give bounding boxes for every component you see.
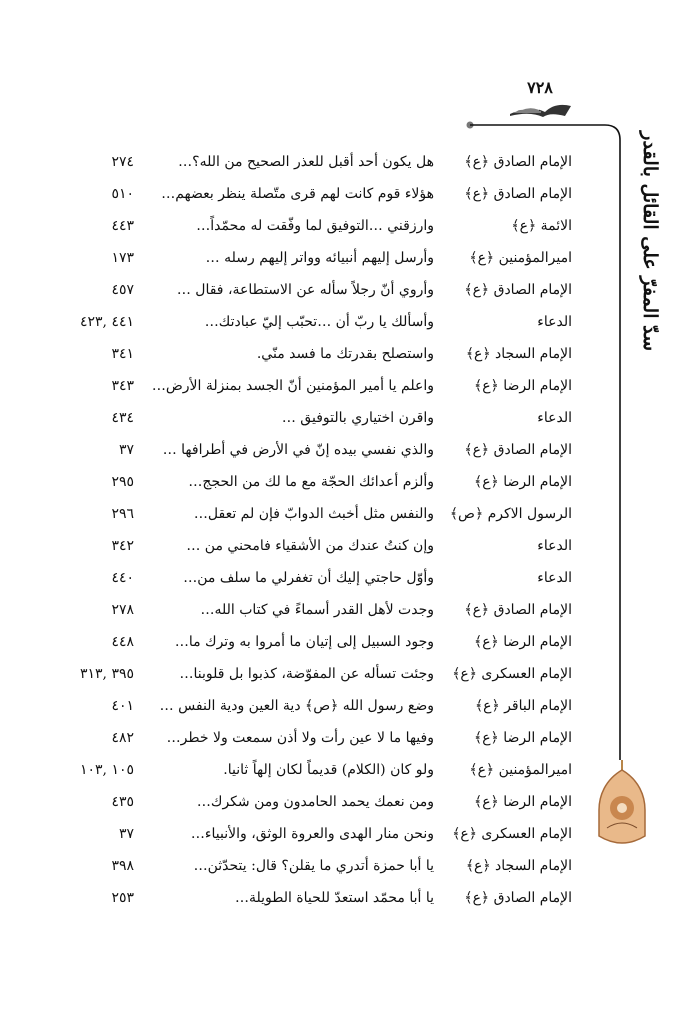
page-ref-cell: ٣٩٨	[111, 858, 134, 874]
index-row	[50, 626, 572, 658]
speaker-cell: الإمام الصادق ﴿ع﴾	[464, 154, 572, 170]
page-ref-cell: ٤٣٥	[111, 794, 134, 810]
speaker-cell: الإمام الصادق ﴿ع﴾	[464, 890, 572, 906]
index-row	[50, 338, 572, 370]
page-ref-cell: ٢٩٦	[111, 506, 134, 522]
quote-cell: وأوّل حاجتي إليك أن تغفرلي ما سلف من…	[183, 570, 434, 586]
page-ref-cell: ٣٤٣	[111, 378, 134, 394]
quote-cell: يا أبا حمزة أتدري ما يقلن؟ قال: يتحدّثن…	[193, 858, 434, 874]
page-ref-cell: ٤٠١	[111, 698, 134, 714]
speaker-cell: الإمام الصادق ﴿ع﴾	[464, 186, 572, 202]
quote-cell: وأسألك يا ربّ أن …تحبّب إليّ عبادتك…	[204, 314, 434, 330]
speaker-cell: الإمام السجاد ﴿ع﴾	[465, 858, 572, 874]
speaker-cell: الإمام الرضا ﴿ع﴾	[474, 794, 572, 810]
quote-cell: هؤلاء قوم كانت لهم قرى متّصلة ينظر بعضهم…	[161, 186, 434, 202]
quote-cell: وضع رسول الله ﴿ص﴾ دية العين ودية النفس …	[159, 698, 434, 714]
index-row	[50, 786, 572, 818]
page-ref-cell: ٤٨٢	[111, 730, 134, 746]
page-ref-cell: ٤٣٤	[111, 410, 134, 426]
index-row	[50, 754, 572, 786]
speaker-cell: الائمة ﴿ع﴾	[511, 218, 572, 234]
page-ref-cell: ١٧٣	[111, 250, 134, 266]
page-ref-cell: ٣٤١	[111, 346, 134, 362]
quote-cell: ولو كان (الكلام) قديماً لكان إلهاً ثانيا.	[223, 762, 434, 778]
index-row	[50, 818, 572, 850]
index-row	[50, 722, 572, 754]
speaker-cell: الإمام الصادق ﴿ع﴾	[464, 282, 572, 298]
speaker-cell: الإمام الرضا ﴿ع﴾	[474, 730, 572, 746]
index-row	[50, 178, 572, 210]
page-ref-cell: ٢٧٤	[111, 154, 134, 170]
index-row	[50, 274, 572, 306]
index-row	[50, 562, 572, 594]
page-ref-cell: ٥١٠	[111, 186, 134, 202]
speaker-cell: اميرالمؤمنين ﴿ع﴾	[469, 762, 572, 778]
speaker-cell: الإمام الرضا ﴿ع﴾	[474, 634, 572, 650]
index-row	[50, 242, 572, 274]
page-ref-cell: ٤٤٠	[111, 570, 134, 586]
page-number: ٧٢٨	[527, 78, 553, 97]
index-row	[50, 434, 572, 466]
speaker-cell: الدعاء	[537, 538, 572, 554]
speaker-cell: الإمام الرضا ﴿ع﴾	[474, 474, 572, 490]
page-ref-cell: ٤٤٣	[111, 218, 134, 234]
quote-cell: والذي نفسي بيده إنّ في الأرض في أطرافها …	[162, 442, 434, 458]
speaker-cell: الإمام الصادق ﴿ع﴾	[464, 442, 572, 458]
side-running-title: سدّ المفرّ على القائل بالقدر	[639, 131, 661, 351]
speaker-cell: الرسول الاكرم ﴿ص﴾	[449, 506, 572, 522]
index-row	[50, 530, 572, 562]
page-ref-cell: ٤٤١ ,٤٢٣	[79, 314, 134, 330]
page-ref-cell: ٣٤٢	[111, 538, 134, 554]
speaker-cell: الإمام الرضا ﴿ع﴾	[474, 378, 572, 394]
speaker-cell: اميرالمؤمنين ﴿ع﴾	[469, 250, 572, 266]
quote-cell: وارزقني …التوفيق لما وفّقت له محمّداً…	[196, 218, 434, 234]
speaker-cell: الإمام العسكرى ﴿ع﴾	[452, 826, 572, 842]
quote-cell: يا أبا محمّد استعدّ للحياة الطويلة…	[234, 890, 434, 906]
quote-cell: ومن نعمك يحمد الحامدون ومن شكرك…	[196, 794, 434, 810]
quote-cell: وإن كنتُ عندك من الأشقياء فامحني من …	[186, 538, 434, 554]
quote-cell: وأرسل إليهم أنبيائه وواتر إليهم رسله …	[205, 250, 434, 266]
speaker-cell: الدعاء	[537, 410, 572, 426]
speaker-cell: الإمام السجاد ﴿ع﴾	[465, 346, 572, 362]
page-ref-cell: ٢٥٣	[111, 890, 134, 906]
decorative-ornament-icon	[597, 758, 647, 850]
quote-cell: واعلم يا أمير المؤمنين أنّ الجسد بمنزلة الأرض…	[151, 378, 434, 394]
index-row	[50, 594, 572, 626]
index-row	[50, 690, 572, 722]
quote-cell: وألزم أعدائك الحجّة مع ما لك من الحجج…	[188, 474, 434, 490]
page-ref-cell: ١٠٥ ,١٠٣	[79, 762, 134, 778]
index-row	[50, 658, 572, 690]
page-ref-cell: ٢٩٥	[111, 474, 134, 490]
speaker-cell: الإمام العسكرى ﴿ع﴾	[452, 666, 572, 682]
quote-cell: وجود السبيل إلى إتيان ما أمروا به وترك ما…	[174, 634, 434, 650]
page-ref-cell: ٣٧	[118, 442, 134, 458]
index-row	[50, 146, 572, 178]
index-row	[50, 882, 572, 914]
page-ref-cell: ٣٩٥ ,٣١٣	[79, 666, 134, 682]
index-row	[50, 210, 572, 242]
speaker-cell: الإمام الصادق ﴿ع﴾	[464, 602, 572, 618]
page-ref-cell: ٤٥٧	[111, 282, 134, 298]
index-row	[50, 498, 572, 530]
quote-cell: واقرن اختياري بالتوفيق …	[281, 410, 434, 426]
page-ref-cell: ٢٧٨	[111, 602, 134, 618]
page-ref-cell: ٤٤٨	[111, 634, 134, 650]
quote-cell: وأروي أنّ رجلاً سأله عن الاستطاعة، فقال …	[176, 282, 434, 298]
index-row	[50, 370, 572, 402]
quote-cell: ونحن منار الهدى والعروة الوثق، والأنبياء…	[190, 826, 434, 842]
index-row	[50, 306, 572, 338]
speaker-cell: الدعاء	[537, 314, 572, 330]
page-ref-cell: ٣٧	[118, 826, 134, 842]
speaker-cell: الإمام الباقر ﴿ع﴾	[474, 698, 572, 714]
index-row	[50, 466, 572, 498]
quote-cell: وفيها ما لا عين رأت ولا أذن سمعت ولا خطر…	[166, 730, 434, 746]
speaker-cell: الدعاء	[537, 570, 572, 586]
index-row	[50, 850, 572, 882]
quote-cell: وجدت لأهل القدر أسماءً في كتاب الله…	[200, 602, 434, 618]
quote-cell: واستصلح بقدرتك ما فسد منّي.	[256, 346, 434, 362]
quote-cell: هل يكون أحد أقبل للعذر الصحيح من الله؟…	[178, 154, 434, 170]
index-row	[50, 402, 572, 434]
quote-cell: والنفس مثل أخبث الدوابّ فإن لم تعقل…	[193, 506, 434, 522]
index-table	[50, 146, 572, 914]
quote-cell: وجئت تسأله عن المفوّضة، كذبوا بل قلوبنا…	[179, 666, 434, 682]
